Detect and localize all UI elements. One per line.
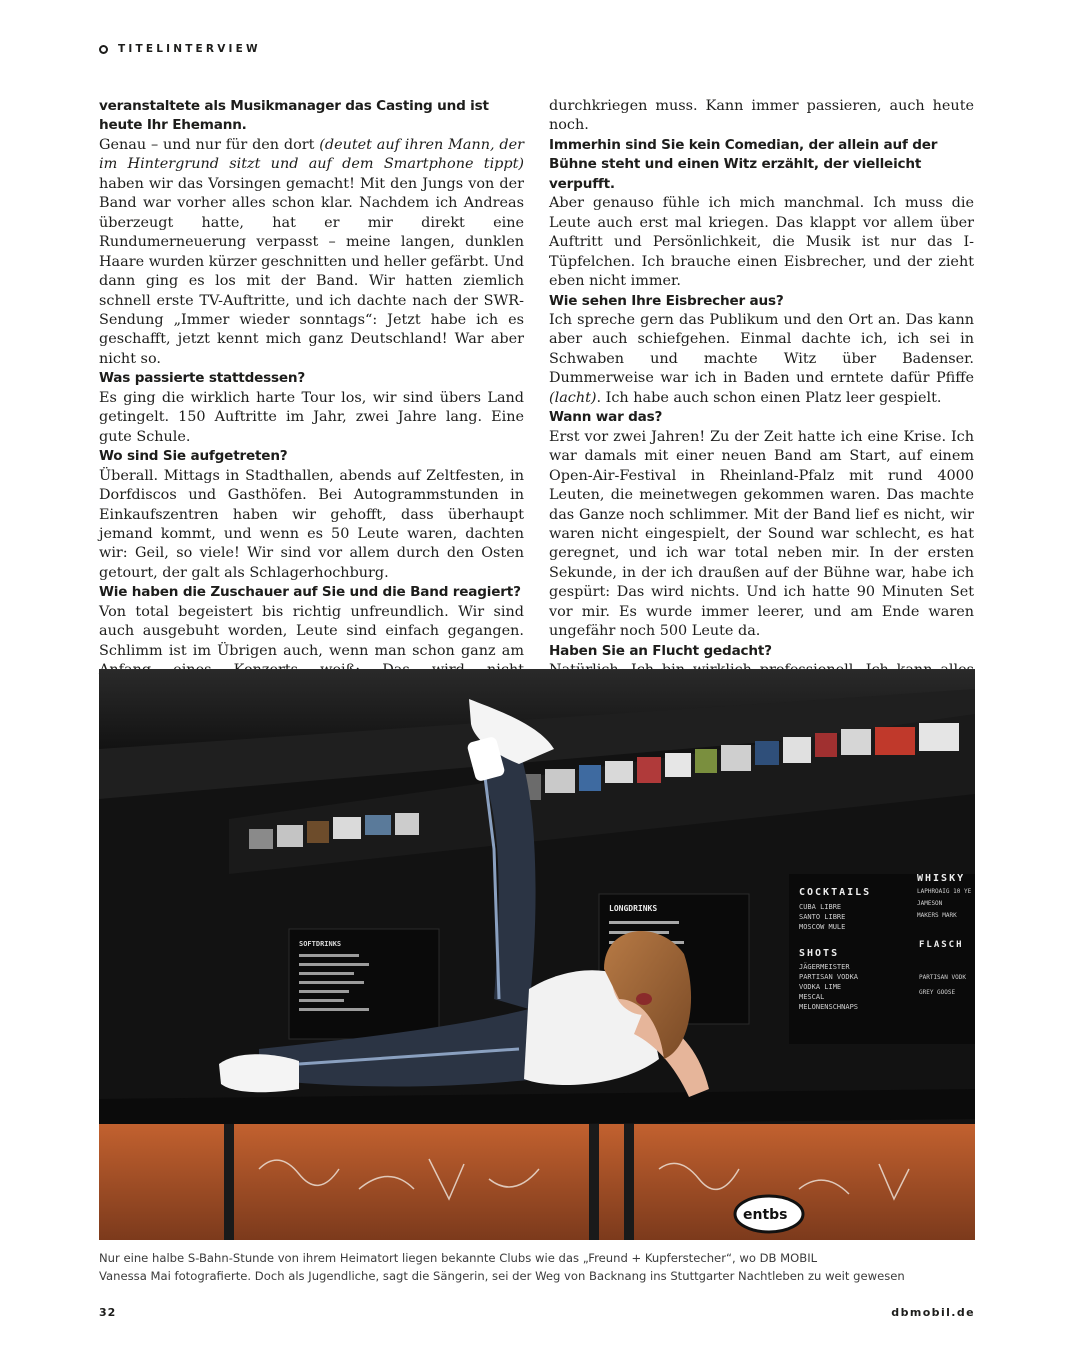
answer: Ich spreche gern das Publikum und den Ort an. Das kann aber auch schiefgehen. Einmal dachte ich, ich sei in Schwaben und machte Witz über Badenser. Dummerweise war ich in Baden und erntete dafür Pfiffe (lacht). Ich habe auch schon einen Platz leer gespielt.	[549, 311, 974, 406]
article-photo	[99, 669, 975, 1240]
answer: Überall. Mittags in Stadthallen, abends auf Zeltfesten, in Dorfdiscos und Gasthöfen. Bei Autogrammstunden in Einkaufszentren haben wir gehofft, dass überhaupt jemand kommt, und wenn es 50 Leute waren, dachten wir: Geil, so viele! Wir sind vor allem durch den Osten getourt, der galt als Schlagerhochburg.	[99, 467, 524, 581]
svg-text:LAPHROAIG 10 YE: LAPHROAIG 10 YE	[917, 888, 972, 895]
section-title: TITELINTERVIEW	[118, 43, 261, 55]
svg-text:PARTISAN VODKA: PARTISAN VODKA	[799, 973, 859, 981]
svg-text:MESCAL: MESCAL	[799, 993, 825, 1001]
question: Haben Sie an Flucht gedacht?	[549, 642, 772, 659]
svg-text:WHISKY: WHISKY	[917, 873, 966, 884]
menu-board-left	[289, 929, 439, 1039]
website-link[interactable]: dbmobil.de	[891, 1306, 975, 1319]
svg-text:LONGDRINKS: LONGDRINKS	[609, 904, 658, 913]
svg-text:SANTO LIBRE: SANTO LIBRE	[799, 913, 846, 921]
photo-caption	[99, 1250, 975, 1285]
menu-board-right	[789, 873, 975, 1044]
caption-line: Nur eine halbe S-Bahn-Stunde von ihrem Heimatort liegen bekannte Clubs wie das „Freund + Kupferstecher“, wo DB MOBIL	[99, 1251, 818, 1265]
question: Wie sehen Ihre Eisbrecher aus?	[549, 292, 784, 309]
svg-text:MOSCOW MULE: MOSCOW MULE	[799, 923, 846, 931]
question: Wann war das?	[549, 409, 663, 426]
answer: Erst vor zwei Jahren! Zu der Zeit hatte ich eine Krise. Ich war damals mit einer neuen Band am Start, auf einem Open-Air-Festival in Rheinland-Pfalz mit rund 4000 Leuten, die meinetwegen gekommen waren. Das machte das Ganze noch schlimmer. Mit der Band lief es nicht, wir waren nicht eingespielt, der Sound war schlecht, es hat geregnet, und ich war total neben mir. In der ersten Sekunde, in der ich draußen auf der Bühne war, habe ich gespürt: Das wird nichts. Und ich hatte 90 Minuten Set vor mir. Es wurde immer leerer, und am Ende waren ungefähr noch 500 Leute da.	[549, 428, 974, 640]
svg-text:PARTISAN VODK: PARTISAN VODK	[919, 974, 966, 981]
answer: Von total begeistert bis richtig unfreundlich. Wir sind auch ausgebuht worden, Leute sind einfach gegangen. Schlimm ist im Übrigen auch, wenn man schon ganz am	[99, 603, 524, 659]
answer-continued: durchkriegen muss. Kann immer passieren, auch heute noch.	[549, 98, 974, 134]
svg-text:entbs: entbs	[743, 1207, 788, 1223]
question: Wie haben die Zuschauer auf Sie und die Band reagiert?	[99, 584, 521, 601]
sticker-logo	[735, 1196, 803, 1232]
section-bullet-icon	[99, 45, 108, 54]
text-column-left	[99, 97, 524, 700]
svg-text:SOFTDRINKS: SOFTDRINKS	[299, 940, 342, 948]
question: Immerhin sind Sie kein Comedian, der allein auf der Bühne steht und einen Witz erzählt, der vielleicht verpufft.	[549, 136, 938, 192]
answer: Genau – und nur für den dort (deutet auf ihren Mann, der im Hintergrund sitzt und auf dem Smartphone tippt) haben wir das Vorsingen gemacht! Mit den Jungs von der Band war vorher alles schon klar. Nachdem ich Andreas überzeugt hatte, hat er mir direkt eine Rundumerneuerung verpasst – meine langen, dunklen Haare wurden kürzer geschnitten und heller gefärbt. Und dann ging es los mit der Band. Wir hatten ziemlich schnell erste TV-Auftritte, und ich dachte nach der SWR-Sendung „Immer wieder sonntags“: Jetzt habe ich es geschafft, jetzt kennt mich ganz Deutschland! War aber nicht so.	[99, 136, 524, 367]
text-column-right	[549, 97, 974, 720]
svg-text:JÄGERMEISTER: JÄGERMEISTER	[799, 963, 850, 971]
svg-text:VODKA LIME: VODKA LIME	[799, 983, 842, 991]
question: Was passierte stattdessen?	[99, 370, 306, 387]
bar-scene-illustration	[99, 669, 975, 1240]
svg-text:JAMESON: JAMESON	[917, 900, 943, 907]
caption-line: Vanessa Mai fotografierte. Doch als Jugendliche, sagt die Sängerin, sei der Weg von Backnang ins Stuttgarter Nachtleben zu weit gewesen	[99, 1268, 905, 1283]
svg-text:GREY GOOSE: GREY GOOSE	[919, 989, 956, 996]
question: Wo sind Sie aufgetreten?	[99, 448, 288, 465]
svg-text:FLASCH: FLASCH	[919, 940, 964, 950]
question: veranstaltete als Musikmanager das Casting und ist heute Ihr Ehemann.	[99, 98, 489, 134]
svg-text:COCKTAILS: COCKTAILS	[799, 887, 872, 898]
section-header	[99, 43, 261, 55]
page-number: 32	[99, 1306, 117, 1319]
svg-text:MAKERS MARK: MAKERS MARK	[917, 912, 957, 919]
svg-text:SHOTS: SHOTS	[799, 948, 840, 959]
svg-text:CUBA LIBRE: CUBA LIBRE	[799, 903, 842, 911]
answer: Es ging die wirklich harte Tour los, wir sind übers Land getingelt. 150 Auftritte im Jahr, zwei Jahre lang. Eine gute Schule.	[99, 389, 524, 445]
answer: Aber genauso fühle ich mich manchmal. Ich muss die Leute auch erst mal kriegen. Das klappt vor allem über Auftritt und Persönlichkeit, die Musik ist nur das I-Tüpfelchen. Ich brauche einen Eisbrecher, und der zieht eben nicht immer.	[549, 195, 974, 290]
svg-text:MELONENSCHNAPS: MELONENSCHNAPS	[799, 1003, 859, 1011]
